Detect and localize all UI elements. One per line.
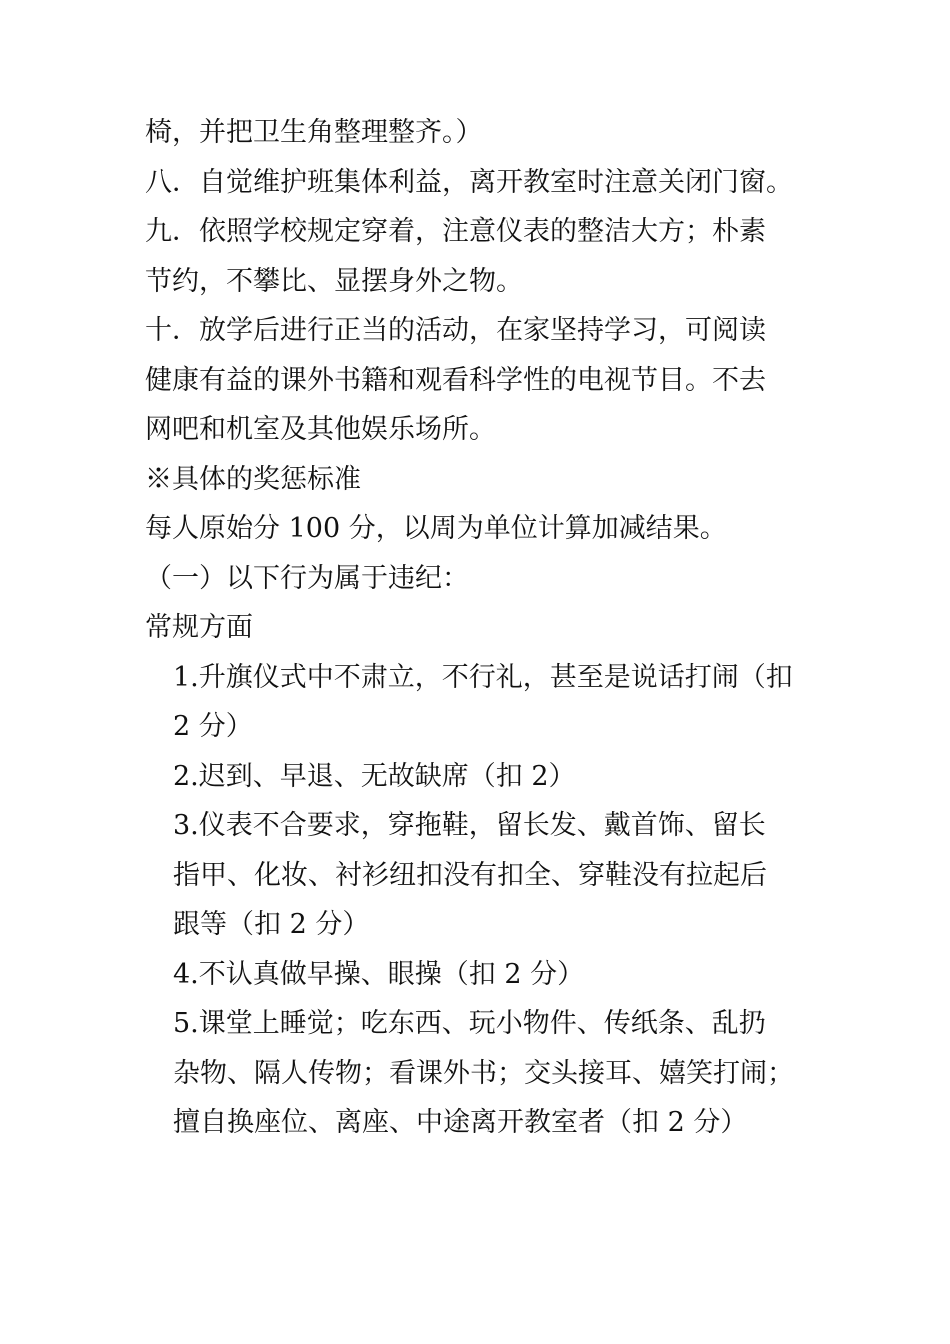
rule-item-9-cont: 节约，不攀比、显摆身外之物。 bbox=[145, 265, 523, 297]
violation-item-3-cont: 跟等（扣 2 分） bbox=[173, 909, 370, 940]
base-score-text: 每人原始分 100 分，以周为单位计算加减结果。 bbox=[145, 513, 727, 544]
rule-item-9: 九．依照学校规定穿着，注意仪表的整洁大方；朴素 bbox=[145, 216, 766, 247]
violation-item-1-cont: 2 分） bbox=[173, 711, 253, 742]
document-body bbox=[145, 108, 825, 1148]
violation-item-5-cont: 擅自换座位、离座、中途离开教室者（扣 2 分） bbox=[173, 1107, 748, 1138]
category-heading-routine: 常规方面 bbox=[145, 612, 253, 643]
rule-item-10-cont: 健康有益的课外书籍和观看科学性的电视节目。不去 bbox=[145, 364, 766, 396]
text-line: 椅，并把卫生角整理整齐。） bbox=[145, 117, 483, 148]
section-heading-standards: ※具体的奖惩标准 bbox=[145, 463, 361, 495]
subsection-heading-violations: （一）以下行为属于违纪： bbox=[145, 562, 469, 594]
violation-item-3-cont: 指甲、化妆、衬衫纽扣没有扣全、穿鞋没有拉起后 bbox=[173, 859, 767, 891]
violation-item-3: 3.仪表不合要求，穿拖鞋，留长发、戴首饰、留长 bbox=[173, 810, 766, 841]
violation-item-5-cont: 杂物、隔人传物；看课外书；交头接耳、嬉笑打闹； bbox=[173, 1057, 794, 1089]
violation-item-1: 1.升旗仪式中不肃立，不行礼，甚至是说话打闹（扣 bbox=[173, 661, 793, 693]
violation-item-4: 4.不认真做早操、眼操（扣 2 分） bbox=[173, 958, 585, 990]
violation-item-2: 2.迟到、早退、无故缺席（扣 2） bbox=[173, 760, 576, 792]
rule-item-10-cont: 网吧和机室及其他娱乐场所。 bbox=[145, 414, 496, 445]
violation-item-5: 5.课堂上睡觉；吃东西、玩小物件、传纸条、乱扔 bbox=[173, 1008, 766, 1039]
rule-item-10: 十．放学后进行正当的活动，在家坚持学习，可阅读 bbox=[145, 315, 766, 346]
rule-item-8: 八．自觉维护班集体利益，离开教室时注意关闭门窗。 bbox=[145, 166, 793, 198]
